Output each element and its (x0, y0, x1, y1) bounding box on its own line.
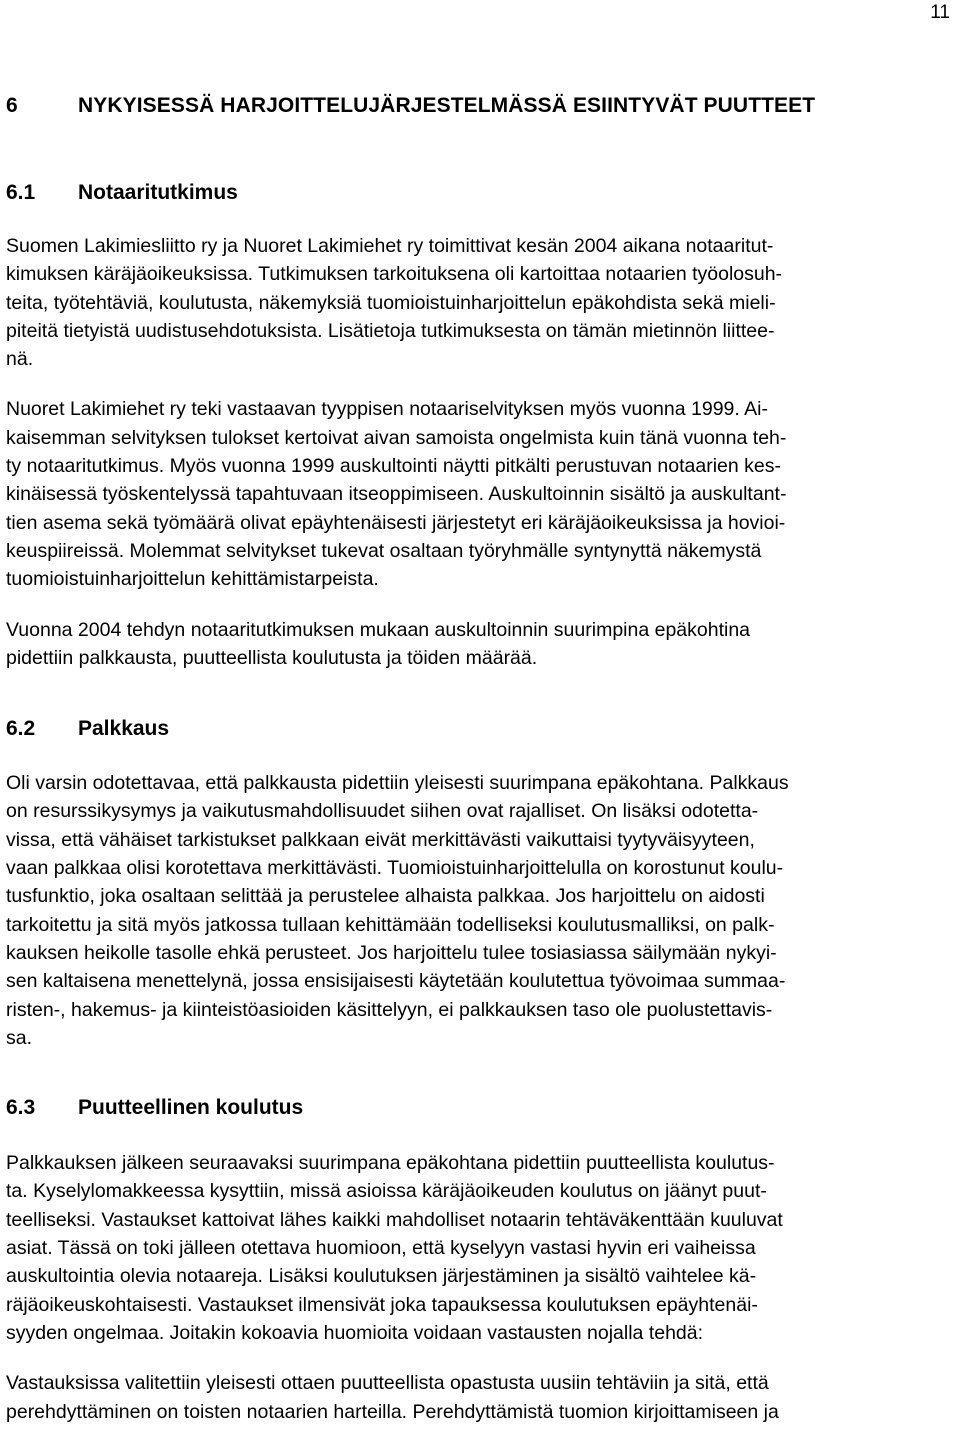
text-line: syyden ongelmaa. Joitakin kokoavia huomioita voidaan vastausten nojalla tehdä: (6, 1321, 704, 1344)
chapter-title: NYKYISESSÄ HARJOITTELUJÄRJESTELMÄSSÄ ESIINTYVÄT PUUTTEET (78, 94, 816, 117)
section-title: Puutteellinen koulutus (78, 1096, 304, 1120)
text-line: teita, työtehtäviä, koulutusta, näkemyksiä tuomioistuinharjoittelun epäkohdista sekä mieli- (6, 291, 776, 314)
text-line: kauksen heikolle tasolle ehkä perusteet. Jos harjoittelu tulee tosiasiassa säilymään nykyi- (6, 941, 777, 964)
section-title: Notaaritutkimus (78, 181, 238, 204)
text-line: Vastauksissa valitettiin yleisesti ottaen puutteellista opastusta uusiin tehtäviin ja sitä, että (6, 1372, 769, 1395)
section-number: 6.2 (6, 717, 36, 741)
page-number: 11 (930, 2, 950, 23)
text-line: vissa, että vähäiset tarkistukset palkkaan eivät merkittävästi vaikuttaisi tyytyväisyyteen, (6, 828, 755, 851)
text-line: auskultointia olevia notaareja. Lisäksi koulutuksen järjestäminen ja sisältö vaihtelee kä- (6, 1265, 757, 1288)
text-line: Nuoret Lakimiehet ry teki vastaavan tyyppisen notaariselvityksen myös vuonna 1999. Ai- (6, 398, 768, 421)
section-heading-6-1 (6, 180, 954, 206)
chapter-heading (6, 93, 954, 119)
text-line: tarkoitettu ja sitä myös jatkossa tullaan kehittämään todelliseksi koulutusmalliksi, on palk- (6, 913, 775, 936)
text-line: nä. (6, 348, 34, 371)
text-line: ty notaaritutkimus. Myös vuonna 1999 auskultointi näytti pitkälti perustuvan notaarien kes- (6, 455, 782, 478)
text-line: piteitä tietyistä uudistusehdotuksista. Lisätietoja tutkimuksesta on tämän mietinnön liittee- (6, 319, 775, 342)
text-line: perehdyttäminen on toisten notaarien harteilla. Perehdyttämistä tuomion kirjoittamiseen ja (6, 1400, 779, 1423)
section-number: 6.1 (6, 181, 36, 204)
section-title: Palkkaus (78, 717, 170, 741)
section-heading-6-2 (6, 716, 954, 742)
text-line: kaisemman selvityksen tulokset kertoivat aivan samoista ongelmista kuin tänä vuonna teh- (6, 426, 787, 449)
document-body (6, 93, 954, 1426)
paragraph (6, 1149, 954, 1347)
chapter-number: 6 (6, 94, 18, 117)
text-line: Oli varsin odotettavaa, että palkkausta pidettiin yleisesti suurimpana epäkohtana. Palkkaus (6, 772, 789, 795)
text-line: kinäisessä työskentelyssä tapahtuvaan itseoppimiseen. Auskultoinnin sisältö ja auskultant- (6, 483, 787, 506)
text-line: tuomioistuinharjoittelun kehittämistarpeista. (6, 568, 379, 591)
paragraph (6, 232, 954, 373)
text-line: vaan palkkaa olisi korotettava merkittävästi. Tuomioistuinharjoittelulla on korostunut koulu- (6, 857, 784, 880)
text-line: asiat. Tässä on toki jälleen otettava huomioon, että kyselyyn vastasi hyvin eri vaiheissa (6, 1237, 756, 1260)
paragraph (6, 616, 954, 673)
text-line: ta. Kyselylomakkeessa kysyttiin, missä asioissa käräjäoikeuden koulutus on jäänyt puut- (6, 1180, 767, 1203)
section-number: 6.3 (6, 1096, 36, 1120)
paragraph (6, 769, 954, 1052)
text-line: sen kaltaisena menettelynä, jossa ensisijaisesti käytetään koulutettua työvoimaa summaa- (6, 970, 786, 993)
text-line: Vuonna 2004 tehdyn notaaritutkimuksen mukaan auskultoinnin suurimpina epäkohtina (6, 618, 751, 641)
text-line: pidettiin palkkausta, puutteellista koulutusta ja töiden määrää. (6, 646, 538, 669)
paragraph (6, 395, 954, 593)
text-line: tien asema sekä työmäärä olivat epäyhtenäisesti järjestetyt eri käräjäoikeuksissa ja hovioi- (6, 511, 786, 534)
text-line: tusfunktio, joka osaltaan selittää ja perustelee alhaista palkkaa. Jos harjoittelu on aidosti (6, 885, 765, 908)
text-line: risten-, hakemus- ja kiinteistöasioiden käsittelyyn, ei palkkauksen taso ole puolustettavis- (6, 998, 773, 1021)
text-line: räjäoikeuskohtaisesti. Vastaukset ilmensivät joka tapauksessa koulutuksen epäyhtenäi- (6, 1293, 758, 1316)
text-line: kimuksen käräjäoikeuksissa. Tutkimuksen tarkoituksena oli kartoittaa notaarien työolosuh- (6, 263, 783, 286)
text-line: teelliseksi. Vastaukset kattoivat lähes kaikki mahdolliset notaarin tehtäväkenttään kuuluvat (6, 1208, 783, 1231)
paragraph (6, 1369, 954, 1426)
text-line: Suomen Lakimiesliitto ry ja Nuoret Lakimiehet ry toimittivat kesän 2004 aikana notaaritut- (6, 235, 774, 257)
text-line: Palkkauksen jälkeen seuraavaksi suurimpana epäkohtana pidettiin puutteellista koulutus- (6, 1152, 775, 1175)
text-line: sa. (6, 1026, 33, 1049)
text-line: keuspiireissä. Molemmat selvitykset tukevat osaltaan työryhmälle syntynyttä näkemystä (6, 539, 762, 562)
text-line: on resurssikysymys ja vaikutusmahdollisuudet siihen ovat rajalliset. On lisäksi odotetta- (6, 800, 759, 823)
section-heading-6-3 (6, 1095, 954, 1121)
